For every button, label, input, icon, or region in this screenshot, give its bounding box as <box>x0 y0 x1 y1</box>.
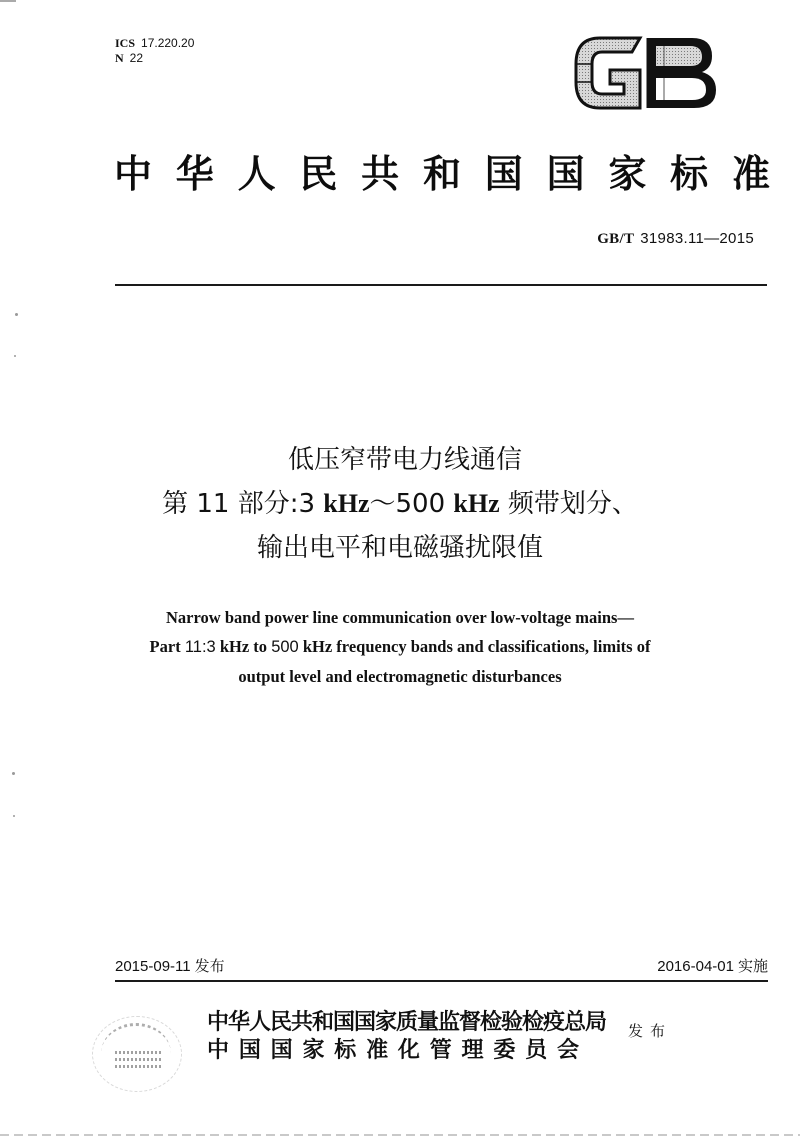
title-suffix: 频带划分、 <box>499 489 638 519</box>
scan-artifact-corner <box>0 0 16 2</box>
scan-speck <box>14 355 16 357</box>
heading-char: 共 <box>361 151 400 196</box>
heading-char: 国 <box>546 151 585 196</box>
issued-label: 发布 <box>628 1022 673 1040</box>
heading-char: 和 <box>422 151 461 196</box>
heading-char: 民 <box>299 151 338 196</box>
issuer-char: 标 <box>334 1037 357 1063</box>
issuer-char: 准 <box>366 1037 389 1063</box>
scan-speck <box>12 772 15 775</box>
issuer-char: 中 <box>207 1037 230 1063</box>
issuer-char: 家 <box>302 1037 325 1063</box>
footer-divider <box>115 980 768 982</box>
title-unit: kHz <box>323 489 370 518</box>
ccs-value: 22 <box>129 51 144 65</box>
implementation-date-label: 实施 <box>737 957 768 975</box>
date-row <box>115 956 768 977</box>
english-title-line-2 <box>0 632 800 662</box>
classification-codes <box>115 36 194 66</box>
chinese-title-line-1: 低压窄带电力线通信 <box>287 445 522 475</box>
seal-stamp-icon <box>92 1016 182 1092</box>
issuer-char: 委 <box>493 1037 516 1063</box>
heading-char: 准 <box>731 151 770 196</box>
ics-value: 17.220.20 <box>141 36 195 50</box>
chinese-title-line-3: 输出电平和电磁骚扰限值 <box>256 533 543 563</box>
issue-date-label: 发布 <box>194 957 225 975</box>
issuer-char: 理 <box>461 1037 484 1063</box>
issuer-char: 国 <box>238 1037 261 1063</box>
chinese-title <box>0 438 800 570</box>
heading-char: 华 <box>175 151 214 196</box>
ics-code <box>115 36 194 51</box>
title-range: ～500 <box>369 489 454 519</box>
issuer-aqsiq: 中华人民共和国国家质量监督检验检疫总局 <box>207 1009 607 1035</box>
header-divider <box>115 284 767 286</box>
issuer-char: 会 <box>556 1037 579 1063</box>
english-title <box>0 603 800 691</box>
ccs-code <box>115 51 194 66</box>
ccs-label: N <box>115 51 124 65</box>
issuer-char: 化 <box>397 1037 420 1063</box>
issuer-char: 国 <box>270 1037 293 1063</box>
title-text: Part <box>149 637 185 656</box>
issue-date-value: 2015-09-11 <box>115 958 191 975</box>
scan-speck <box>15 313 18 316</box>
heading-char: 中 <box>113 151 152 196</box>
chinese-title-line-2 <box>0 482 800 526</box>
gb-logo-icon <box>570 30 720 114</box>
issuing-bodies <box>207 1008 607 1064</box>
implementation-date <box>657 956 768 977</box>
standard-prefix: GB/T <box>597 231 635 247</box>
title-unit: kHz <box>453 489 500 518</box>
title-text: kHz to <box>215 637 272 656</box>
english-title-line-3: output level and electromagnetic disturbances <box>238 667 562 686</box>
issuer-char: 员 <box>525 1037 548 1063</box>
implementation-date-value: 2016-04-01 <box>657 958 734 975</box>
heading-char: 标 <box>670 151 709 196</box>
national-standard-heading <box>112 150 772 198</box>
title-number: 500 <box>271 638 299 656</box>
ics-label: ICS <box>115 36 136 50</box>
title-number: 11:3 <box>184 638 216 656</box>
title-part: 第 11 部分:3 <box>162 489 324 519</box>
scan-artifact-bottom-edge <box>0 1134 800 1136</box>
issue-date <box>115 956 225 977</box>
title-text: kHz frequency bands and classifications, limits of <box>298 637 651 656</box>
scan-speck <box>13 815 15 817</box>
standard-number <box>597 228 754 249</box>
heading-char: 国 <box>484 151 523 196</box>
issuer-char: 管 <box>429 1037 452 1063</box>
english-title-line-1: Narrow band power line communication over low-voltage mains— <box>166 608 634 627</box>
heading-char: 人 <box>237 151 276 196</box>
heading-char: 家 <box>608 151 647 196</box>
issuer-sac <box>207 1036 579 1064</box>
standard-code: 31983.11—2015 <box>640 230 754 247</box>
